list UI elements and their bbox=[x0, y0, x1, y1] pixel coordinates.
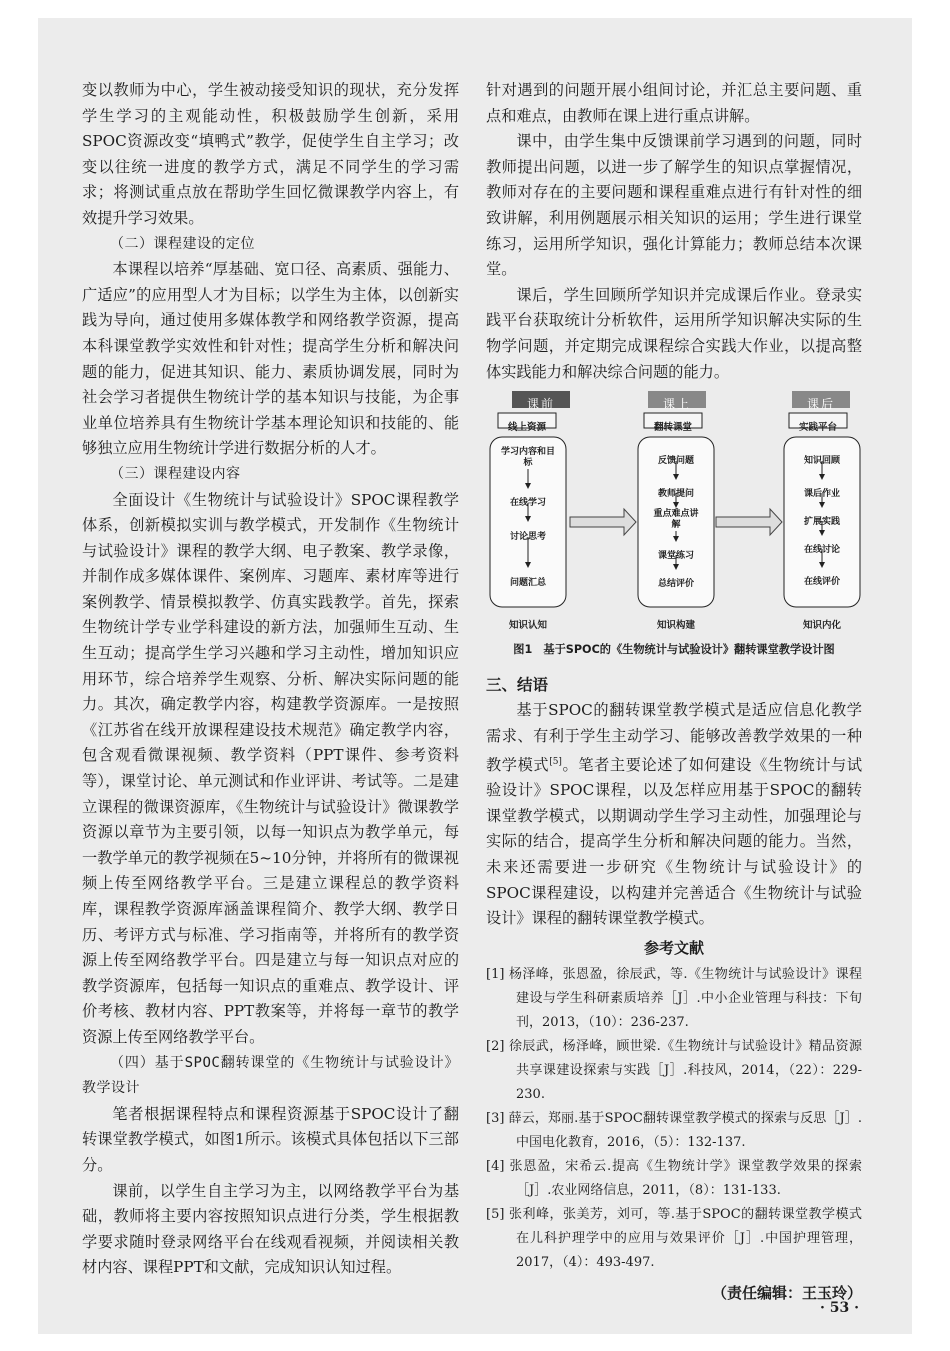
diagram-c1-item-1: 学习内容和目标 bbox=[500, 447, 555, 469]
paragraph-right-1: 针对遇到的问题开展小组间讨论，并汇总主要问题、重点和难点，由教师在课上进行重点讲解。 bbox=[486, 81, 862, 125]
reference-3: [3] 薛云，郑丽.基于SPOC翻转课堂教学模式的探索与反思［J］.中国电化教育，2016，（5）：132-137. bbox=[486, 1111, 862, 1151]
reference-1: [1] 杨泽峰，张恩盈，徐辰武，等.《生物统计与试验设计》课程建设与学生科研素质培养［J］.中小企业管理与科技：下旬刊，2013，（10）：236-237. bbox=[486, 967, 862, 1031]
diagram-foot-3: 知识内化 bbox=[802, 620, 841, 632]
diagram-c1-item-2: 在线学习 bbox=[509, 498, 546, 509]
page-number: · 53 · bbox=[820, 1300, 859, 1316]
conclusion-text-b: 。笔者主要论述了如何建设《生物统计与试验设计》SPOC课程，以及怎样应用基于SPOC的翻转课堂教学模式，以期调动学生学习主动性，加强理论与实际的结合，提高学生分析和解决问题的能力。当然，未来还需要进一步研究《生物统计与试验设计》的SPOC课程建设，以构建并完善适合《生物统计与试验设计》课程的翻转课堂教学模式。 bbox=[486, 755, 863, 928]
diagram-foot-2: 知识构建 bbox=[656, 620, 695, 632]
conclusion-title: 三、结语 bbox=[486, 675, 549, 694]
diagram-c3-item-4: 在线讨论 bbox=[803, 545, 840, 556]
section-3-title: （三）课程建设内容 bbox=[110, 465, 241, 482]
paragraph-intro: 变以教师为中心，学生被动接受知识的现状，充分发挥学生学习的主观能动性，积极鼓励学生创新，采用SPOC资源改变“填鸭式”教学，促使学生自主学习；改变以往统一进度的教学方式，满足不同学生的学习需求；将测试重点放在帮助学生回忆微课教学内容上，有效提升学习效果。 bbox=[82, 81, 459, 227]
responsible-editor: （责任编辑：王玉玲） bbox=[711, 1284, 862, 1303]
reference-5: [5] 张利峰，张美芳，刘可，等.基于SPOC的翻转课堂教学模式在儿科护理学中的应用与效果评价［J］.中国护理管理，2017，（4）：493-497. bbox=[486, 1207, 862, 1271]
diagram-c3-item-2: 课后作业 bbox=[803, 489, 840, 500]
paragraph-sec2: 本课程以培养“厚基础、宽口径、高素质、强能力、广适应”的应用型人才为目标；以学生为主体，以创新实践为导向，通过使用多媒体教学和网络教学资源，提高本科课堂教学实效性和针对性；提高学生分析和解决问题的能力，促进其知识、能力、素质协调发展，同时为社会学习者提供生物统计学的基本知识与技能，为企事业单位培养具有生物统计学基本理论知识和技能的、能够独立应用生物统计学进行数据分析的人才。 bbox=[82, 260, 459, 458]
paragraph-conclusion bbox=[486, 698, 862, 931]
diagram-c2-item-4: 课堂练习 bbox=[657, 551, 694, 562]
diagram-c2-item-2: 教师提问 bbox=[657, 489, 694, 500]
diagram-c1-item-3: 讨论思考 bbox=[509, 532, 546, 543]
diagram-c2-item-3: 重点难点讲解 bbox=[653, 509, 699, 531]
reference-2: [2] 徐辰武，杨泽峰，顾世梁.《生物统计与试验设计》精品资源共享课建设探索与实践［J］.科技风，2014，（22）：229-230. bbox=[486, 1039, 862, 1103]
diagram-c2-item-5: 总结评价 bbox=[657, 579, 694, 590]
figure-caption: 图1 基于SPOC的《生物统计与试验设计》翻转课堂教学设计图 bbox=[513, 643, 835, 657]
conclusion-text-a: 基于SPOC的翻转课堂教学模式是适应信息化教学需求、有利于学生主动学习、能够改善教学效果的一种教学模式 bbox=[486, 701, 862, 774]
right-column bbox=[486, 78, 862, 1307]
diagram-sub-practice: 实践平台 bbox=[798, 422, 837, 434]
diagram-c1-item-4: 问题汇总 bbox=[509, 578, 546, 589]
paragraph-sec3: 全面设计《生物统计与试验设计》SPOC课程教学体系，创新模拟实训与教学模式，开发制作《生物统计与试验设计》课程的教学大纲、电子教案、教学录像，并制作成多媒体课件、案例库、习题库、素材库等进行案例教学、情景模拟教学、仿真实践教学。首先，探索生物统计学专业学科建设的新方法，加强师生互动、生生互动；提高学生学习兴趣和学习主动性，增加知识应用环节，综合培养学生观察、分析、解决实际问题的能力。其次，确定教学内容，构建教学资源库。一是按照《江苏省在线开放课程建设技术规范》确定教学内容，包含观看微课视频、教学资料（PPT课件、参考资料等），课堂讨论、单元测试和作业评讲、考试等。二是建立课程的微课资源库，《生物统计与试验设计》微课教学资源以章节为主要引领，以每一知识点为教学单元，每一教学单元的教学视频在5~10分钟，并将所有的微课视频上传至网络教学平台。三是建立课程总的教学资料库，课程教学资源库涵盖课程简介、教学大纲、教学日历、考评方式与标准、学习指南等，并将所有的教学资源上传至网络教学平台。四是建立与每一知识点对应的教学资源库，包括每一知识点的重难点、教学设计、评价考核、教材内容、PPT教案等，并将每一章节的教学资源上传至网络教学平台。 bbox=[82, 490, 459, 1046]
diagram-head-after: 课后 bbox=[806, 397, 835, 412]
left-column bbox=[82, 78, 459, 1281]
references-title: 参考文献 bbox=[643, 938, 704, 957]
diagram-c3-item-5: 在线评价 bbox=[803, 577, 840, 588]
diagram-c3-item-3: 扩展实践 bbox=[803, 517, 840, 528]
section-2-title: （二）课程建设的定位 bbox=[110, 235, 255, 252]
diagram-c3-item-1: 知识回顾 bbox=[803, 456, 840, 467]
reference-4: [4] 张恩盈，宋希云.提高《生物统计学》课堂教学效果的探索［J］.农业网络信息，2011，（8）：131-133. bbox=[486, 1159, 862, 1199]
citation-5: [5] bbox=[549, 756, 562, 767]
diagram-c2-item-1: 反馈问题 bbox=[657, 456, 694, 467]
paragraph-sec4-a: 笔者根据课程特点和课程资源基于SPOC设计了翻转课堂教学模式，如图1所示。该模式具体包括以下三部分。 bbox=[82, 1104, 459, 1174]
diagram-foot-1: 知识认知 bbox=[508, 620, 547, 632]
paragraph-right-2: 课中，由学生集中反馈课前学习遇到的问题，同时教师提出问题，以进一步了解学生的知识点掌握情况，教师对存在的主要问题和课程重难点进行有针对性的细致讲解，利用例题展示相关知识的运用；学生进行课堂练习，运用所学知识，强化计算能力；教师总结本次课堂。 bbox=[486, 132, 862, 279]
diagram-head-during: 课上 bbox=[662, 397, 691, 412]
flipped-classroom-diagram bbox=[486, 389, 862, 631]
section-4-title: （四）基于SPOC翻转课堂的《生物统计与试验设计》教学设计 bbox=[82, 1054, 459, 1097]
diagram-sub-flipped: 翻转课堂 bbox=[653, 422, 692, 434]
diagram-sub-online: 线上资源 bbox=[507, 422, 546, 434]
paragraph-right-3: 课后，学生回顾所学知识并完成课后作业。登录实践平台获取统计分析软件，运用所学知识解决实际的生物学问题，并定期完成课程综合实践大作业，以提高整体实践能力和解决综合问题的能力。 bbox=[486, 285, 862, 381]
paragraph-sec4-b: 课前，以学生自主学习为主，以网络教学平台为基础，教师将主要内容按照知识点进行分类，学生根据教学要求随时登录网络平台在线观看视频，并阅读相关教材内容、课程PPT和文献，完成知识认知过程。 bbox=[82, 1181, 459, 1277]
diagram-head-before: 课前 bbox=[526, 397, 555, 412]
